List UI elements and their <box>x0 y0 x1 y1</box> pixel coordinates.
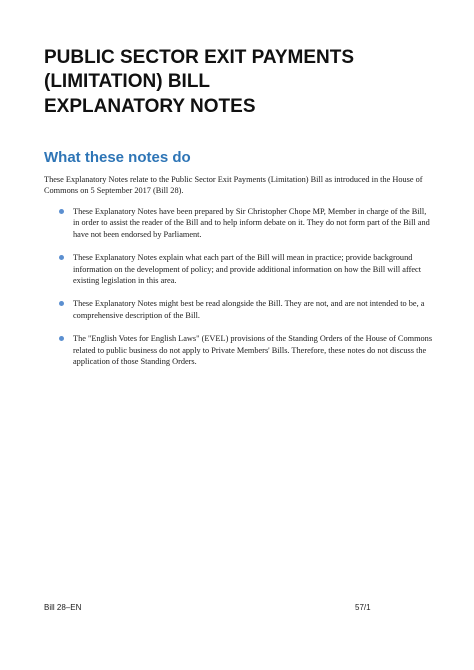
section-heading: What these notes do <box>44 149 191 166</box>
intro-paragraph: These Explanatory Notes relate to the Public Sector Exit Payments (Limitation) Bill as introduced in the House of Commons on 5 September 2017 (Bill 28). <box>44 175 423 196</box>
bullet-icon <box>59 209 64 214</box>
list-item <box>44 206 434 240</box>
footer-bill-reference: Bill 28–EN <box>44 603 82 612</box>
list-item <box>44 298 434 321</box>
bullet-text: These Explanatory Notes might best be read alongside the Bill. They are not, and are not intended to be, a comprehensive description of the Bill. <box>73 299 425 320</box>
bullet-text: The "English Votes for English Laws" (EVEL) provisions of the Standing Orders of the House of Commons related to public business do not apply to Private Members' Bills. Therefore, these notes do not discuss the application of those Standing Orders. <box>73 334 433 367</box>
document-subtitle: EXPLANATORY NOTES <box>44 96 256 117</box>
document-title: PUBLIC SECTOR EXIT PAYMENTS (LIMITATION) BILL <box>44 47 355 92</box>
bullet-icon <box>59 336 64 341</box>
footer-page-number: 57/1 <box>355 603 371 612</box>
bullet-text: These Explanatory Notes have been prepared by Sir Christopher Chope MP, Member in charge of the Bill, in order to assist the reader of the Bill and to help inform debate on it. They do not form part of the Bill and have not been endorsed by Parliament. <box>73 207 430 239</box>
list-item <box>44 252 434 286</box>
bullet-text: These Explanatory Notes explain what each part of the Bill will mean in practice; provide background information on the development of policy; and provide additional information on how the Bill will affect existing legislation in this area. <box>73 253 422 286</box>
list-item <box>44 333 434 367</box>
bullet-icon <box>59 255 64 260</box>
bullet-list <box>44 206 434 367</box>
bullet-icon <box>59 301 64 306</box>
